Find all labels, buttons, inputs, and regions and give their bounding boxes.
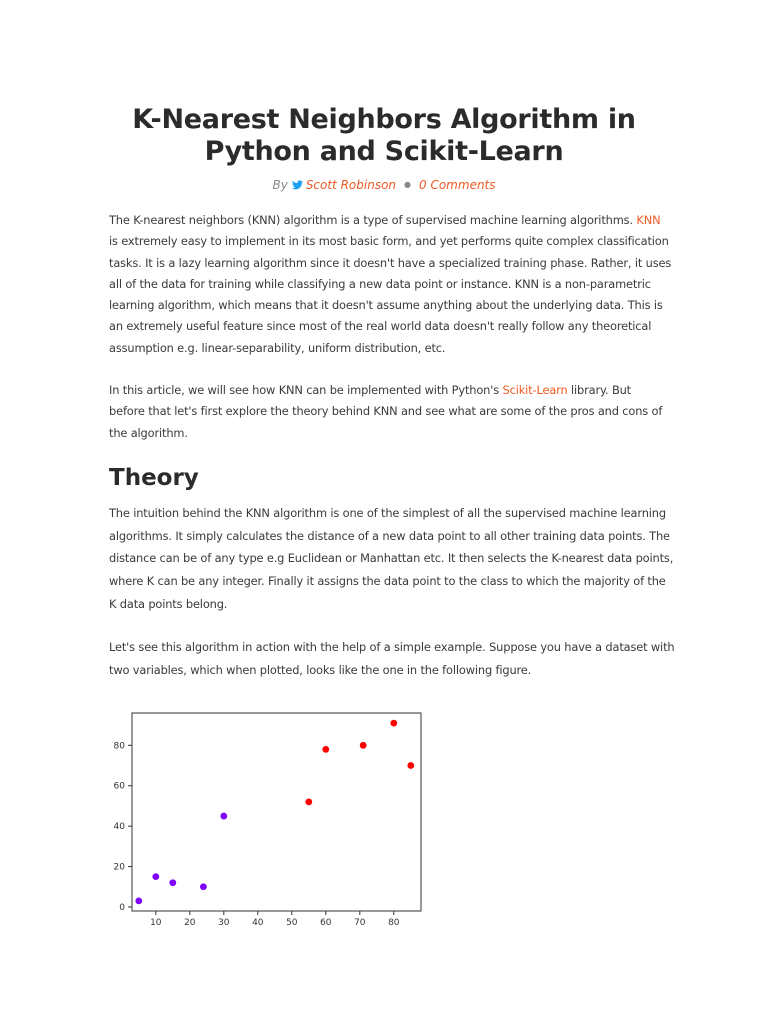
article-intro-line: the algorithm.	[109, 425, 188, 440]
y-tick-label: 80	[113, 741, 125, 752]
article-intro-line: In this article, we will see how KNN can be implemented with Python's Scikit-Learn library. But	[109, 383, 631, 397]
article-title	[0, 104, 768, 168]
intro-line: tasks. It is a lazy learning algorithm since it doesn't have a specialized training phase. Rather, it uses	[109, 255, 672, 270]
x-tick-label: 80	[388, 918, 400, 928]
theory-line: distance can be of any type e.g Euclidean or Manhattan etc. It then selects the K-nearest data points,	[109, 551, 674, 566]
data-point-class-2	[390, 720, 397, 727]
intro-line: an extremely useful feature since most of the real world data doesn't really follow any theoretical	[109, 319, 652, 334]
knn-link[interactable]: KNN	[636, 213, 661, 227]
theory-line: where K can be any integer. Finally it assigns the data point to the class to which the majority of the	[109, 574, 666, 589]
article-intro-paragraph	[109, 380, 669, 444]
title-line-2: Python and Scikit-Learn	[204, 136, 564, 167]
example-line: two variables, which when plotted, looks like the one in the following figure.	[109, 662, 532, 677]
y-tick-label: 40	[113, 822, 125, 833]
data-point-class-1	[220, 813, 227, 820]
scatter-chart	[100, 706, 440, 928]
data-point-class-1	[135, 897, 142, 904]
theory-line: The intuition behind the KNN algorithm is one of the simplest of all the supervised machine learning	[109, 506, 666, 520]
x-tick-label: 30	[218, 918, 230, 928]
y-tick-label: 20	[113, 862, 125, 873]
data-point-class-1	[152, 873, 159, 880]
intro-line: is extremely easy to implement in its most basic form, and yet performs quite complex classification	[109, 234, 669, 249]
comments-link[interactable]: 0 Comments	[419, 178, 496, 192]
x-tick-label: 70	[354, 918, 366, 928]
theory-heading: Theory	[109, 465, 199, 491]
example-paragraph	[109, 636, 679, 681]
byline-separator: ●	[404, 180, 412, 189]
author-link[interactable]: Scott Robinson	[305, 178, 397, 192]
theory-paragraph	[109, 502, 679, 616]
intro-line: learning algorithm, which means that it doesn't assume anything about the underlying data. This is	[109, 298, 663, 313]
article-intro-line: before that let's first explore the theory behind KNN and see what are some of the pros and cons of	[109, 404, 663, 419]
x-tick-label: 20	[184, 918, 196, 928]
data-point-class-2	[407, 762, 414, 769]
example-line: Let's see this algorithm in action with the help of a simple example. Suppose you have a dataset with	[109, 640, 675, 654]
x-tick-label: 50	[286, 918, 298, 928]
x-tick-label: 60	[320, 918, 332, 928]
data-point-class-1	[169, 879, 176, 886]
data-point-class-2	[322, 746, 329, 753]
data-point-class-2	[360, 742, 367, 749]
data-point-class-1	[200, 883, 207, 890]
data-point-class-2	[305, 798, 312, 805]
scikit-learn-link[interactable]: Scikit-Learn	[502, 383, 568, 397]
y-tick-label: 60	[113, 781, 125, 792]
twitter-icon[interactable]	[292, 180, 303, 190]
theory-line: algorithms. It simply calculates the distance of a new data point to all other training data points. The	[109, 528, 670, 543]
intro-line: all of the data for training while classifying a new data point or instance. KNN is a non-parametric	[109, 276, 651, 291]
theory-line: K data points belong.	[109, 596, 228, 611]
byline-by: By	[272, 178, 288, 192]
x-tick-label: 10	[150, 918, 162, 928]
byline	[0, 178, 768, 192]
x-tick-label: 40	[252, 918, 264, 928]
intro-line: assumption e.g. linear-separability, uniform distribution, etc.	[109, 340, 446, 355]
intro-line: The K-nearest neighbors (KNN) algorithm is a type of supervised machine learning algorithms. KNN	[109, 213, 661, 227]
y-tick-label: 0	[119, 902, 125, 913]
intro-paragraph	[109, 210, 672, 359]
title-line-1: K-Nearest Neighbors Algorithm in	[132, 104, 636, 135]
